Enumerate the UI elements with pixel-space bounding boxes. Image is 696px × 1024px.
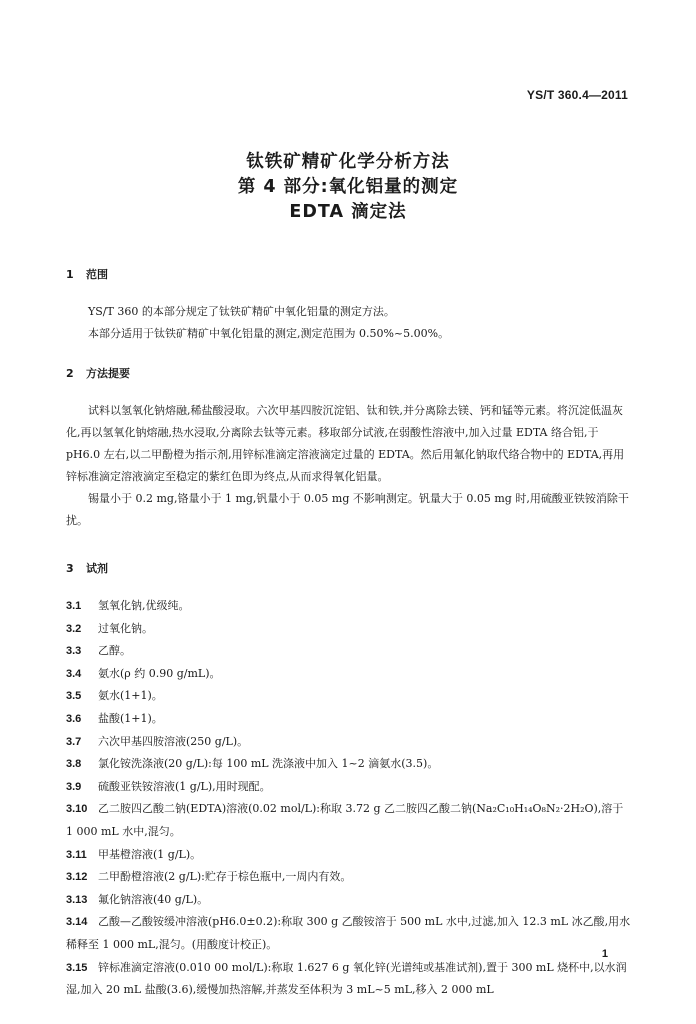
- reagent-item: [66, 911, 631, 956]
- item-text: 乙酸—乙酸铵缓冲溶液(pH6.0±0.2):称取 300 g 乙酸铵溶于 500 mL 水中,过滤,加入 12.3 mL 冰乙酸,用水稀释至 1 000 mL,混匀。(用酸度计校正)。: [66, 915, 631, 951]
- item-text: 氨水(ρ 约 0.90 g/mL)。: [98, 666, 221, 680]
- item-text: 过氧化钠。: [98, 621, 153, 635]
- item-number: 3.9: [66, 780, 82, 793]
- method-paragraph-2: 锡量小于 0.2 mg,铬量小于 1 mg,钒量小于 0.05 mg 不影响测定。钒量大于 0.05 mg 时,用硫酸亚铁铵消除干扰。: [66, 492, 629, 527]
- reagent-item: [66, 844, 631, 867]
- section-title: 试剂: [86, 562, 108, 575]
- item-number: 3.7: [66, 735, 82, 748]
- section-heading-scope: [66, 266, 108, 282]
- document-title: [0, 150, 696, 225]
- item-number: 3.8: [66, 758, 82, 771]
- method-paragraph-1: 试料以氢氧化钠熔融,稀盐酸浸取。六次甲基四胺沉淀铝、钛和铁,并分离除去镁、钙和锰等元素。将沉淀低温灰化,再以氢氧化钠熔融,热水浸取,分离除去钛等元素。移取部分试液,在弱酸性溶液中,加入过量 EDTA 络合铝,于 pH6.0 左右,以二甲酚橙为指示剂,用锌标准滴定溶液滴定过量的 EDTA。然后用氟化钠取代络合物中的 EDTA,再用锌标准滴定溶液滴定至稳定的紫红色即为终点,从而求得氧化铝量。: [66, 404, 625, 483]
- title-line-3: EDTA 滴定法: [289, 202, 407, 222]
- reagent-item: [66, 753, 631, 776]
- reagent-item: [66, 776, 631, 799]
- item-text: 氢氧化钠,优级纯。: [98, 599, 190, 612]
- reagent-item: [66, 663, 631, 686]
- item-text: 盐酸(1+1)。: [98, 711, 163, 725]
- item-text: 乙醇。: [98, 644, 131, 658]
- standard-code: YS/T 360.4—2011: [526, 88, 628, 102]
- item-text: 甲基橙溶液(1 g/L)。: [98, 847, 202, 861]
- scope-paragraph-2: 本部分适用于钛铁矿精矿中氧化铝量的测定,测定范围为 0.50%~5.00%。: [88, 327, 450, 340]
- reagent-item: [66, 798, 631, 843]
- reagent-item: [66, 618, 631, 641]
- section-title: 方法提要: [86, 367, 130, 380]
- reagent-item: [66, 640, 631, 663]
- item-number: 3.1: [66, 600, 82, 612]
- section-number: 1: [66, 268, 74, 281]
- section-number: 3: [66, 562, 74, 575]
- item-text: 氟化钠溶液(40 g/L)。: [98, 892, 209, 906]
- item-number: 3.4: [66, 667, 82, 680]
- title-line-2: 第 4 部分:氧化铝量的测定: [237, 177, 459, 197]
- item-number: 3.3: [66, 645, 82, 658]
- method-paragraphs: [66, 400, 631, 532]
- section-title: 范围: [86, 268, 108, 281]
- item-text: 氨水(1+1)。: [98, 689, 163, 703]
- reagent-item: [66, 595, 631, 618]
- item-number: 3.15: [66, 961, 88, 974]
- reagent-item: [66, 866, 631, 889]
- item-number: 3.5: [66, 690, 82, 703]
- reagent-item: [66, 731, 631, 754]
- scope-paragraphs: [66, 301, 631, 345]
- item-number: 3.11: [66, 848, 87, 861]
- item-text: 氯化铵洗涤液(20 g/L):每 100 mL 洗涤液中加入 1~2 滴氨水(3.5)。: [98, 757, 439, 771]
- reagent-item: [66, 708, 631, 731]
- page-number: 1: [601, 948, 608, 960]
- section-heading-reagents: [66, 560, 108, 576]
- section-number: 2: [66, 367, 74, 380]
- item-text: 六次甲基四胺溶液(250 g/L)。: [98, 734, 249, 748]
- item-text: 二甲酚橙溶液(2 g/L):贮存于棕色瓶中,一周内有效。: [98, 870, 352, 884]
- item-number: 3.13: [66, 893, 88, 906]
- item-number: 3.10: [66, 803, 88, 816]
- item-number: 3.14: [66, 916, 88, 929]
- reagent-item: [66, 889, 631, 912]
- section-heading-method: [66, 365, 130, 381]
- reagent-list: [66, 595, 631, 1002]
- item-number: 3.12: [66, 871, 88, 884]
- item-number: 3.6: [66, 712, 82, 725]
- item-number: 3.2: [66, 622, 82, 635]
- reagent-item: [66, 957, 631, 1002]
- item-text: 硫酸亚铁铵溶液(1 g/L),用时现配。: [98, 779, 271, 793]
- scope-paragraph-1: YS/T 360 的本部分规定了钛铁矿精矿中氧化铝量的测定方法。: [88, 305, 395, 318]
- item-text: 锌标准滴定溶液(0.010 00 mol/L):称取 1.627 6 g 氧化锌(光谱纯或基准试剂),置于 300 mL 烧杯中,以水润湿,加入 20 mL 盐酸(3.6),缓慢加热溶解,并蒸发至体积为 3 mL~5 mL,移入 2 000 mL: [66, 960, 627, 997]
- title-line-1: 钛铁矿精矿化学分析方法: [246, 152, 450, 172]
- item-text: 乙二胺四乙酸二钠(EDTA)溶液(0.02 mol/L):称取 3.72 g 乙二胺四乙酸二钠(Na₂C₁₀H₁₄O₈N₂·2H₂O),溶于 1 000 mL 水中,混匀。: [66, 802, 624, 838]
- reagent-item: [66, 685, 631, 708]
